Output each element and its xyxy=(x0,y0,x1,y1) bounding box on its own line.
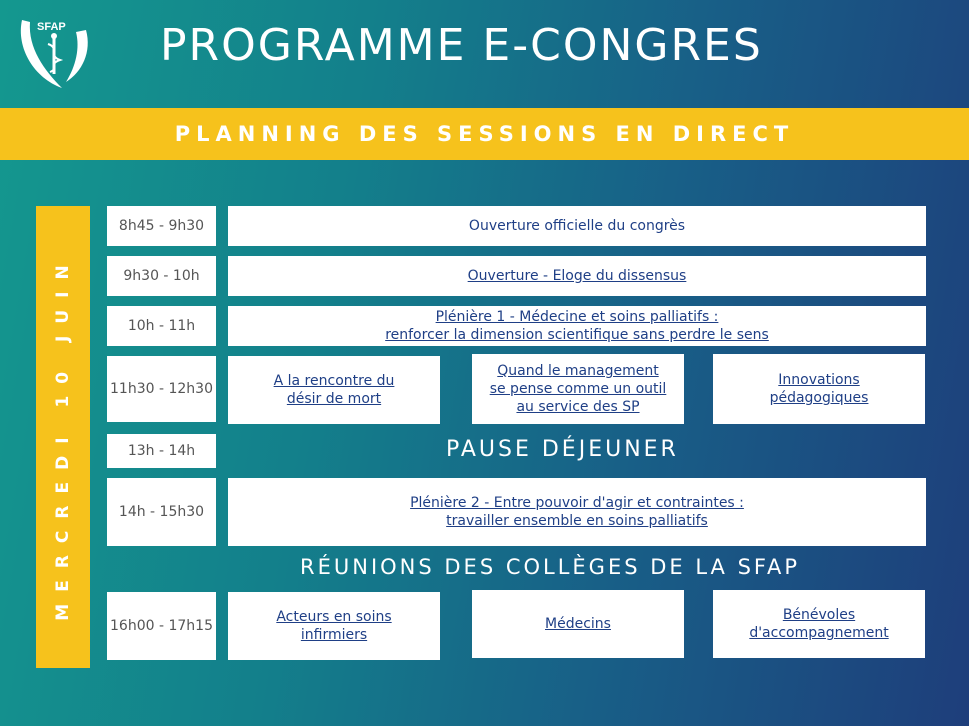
time-slot-2: 9h30 - 10h xyxy=(107,256,216,296)
session-pleniere-2[interactable] xyxy=(228,478,926,546)
logo-text: SFAP xyxy=(37,21,66,33)
time-slot-6: 14h - 15h30 xyxy=(107,478,216,546)
college-infirmiers[interactable] xyxy=(228,592,440,660)
day-band xyxy=(36,206,90,668)
desir-de-mort-line1[interactable]: A la rencontre du xyxy=(273,373,395,389)
session-opening-dissensus-link[interactable]: Ouverture - Eloge du dissensus xyxy=(467,268,687,284)
benevoles-line1[interactable]: Bénévoles xyxy=(782,607,856,623)
colleges-heading: RÉUNIONS DES COLLÈGES DE LA SFAP xyxy=(300,555,801,579)
pause-dejeuner: PAUSE DÉJEUNER xyxy=(446,437,679,462)
college-benevoles[interactable] xyxy=(713,590,925,658)
desir-de-mort-line2[interactable]: désir de mort xyxy=(286,391,382,407)
management-line2[interactable]: se pense comme un outil xyxy=(489,381,667,397)
management-line1[interactable]: Quand le management xyxy=(497,363,659,379)
session-opening-official xyxy=(228,206,926,246)
time-slot-5: 13h - 14h xyxy=(107,434,216,468)
pleniere-1-line1[interactable]: Plénière 1 - Médecine et soins palliatifs : xyxy=(435,309,719,325)
time-slot-7: 16h00 - 17h15 xyxy=(107,592,216,660)
page-title: PROGRAMME E-CONGRES xyxy=(160,20,763,71)
sfap-logo xyxy=(14,8,92,90)
college-medecins[interactable] xyxy=(472,590,684,658)
pleniere-2-line1[interactable]: Plénière 2 - Entre pouvoir d'agir et contraintes : xyxy=(410,495,744,511)
management-line3[interactable]: au service des SP xyxy=(516,399,640,415)
benevoles-line2[interactable]: d'accompagnement xyxy=(749,625,889,641)
medecins-link[interactable]: Médecins xyxy=(545,616,611,632)
session-desir-de-mort[interactable] xyxy=(228,356,440,424)
pleniere-1-line2[interactable]: renforcer la dimension scientifique sans perdre le sens xyxy=(385,327,769,343)
infirmiers-line2[interactable]: infirmiers xyxy=(300,627,368,643)
pleniere-2-line2[interactable]: travailler ensemble en soins palliatifs xyxy=(446,513,708,529)
session-opening-official-label: Ouverture officielle du congrès xyxy=(468,218,686,234)
session-management[interactable] xyxy=(472,354,684,424)
session-innovations[interactable] xyxy=(713,354,925,424)
infirmiers-line1[interactable]: Acteurs en soins xyxy=(276,609,392,625)
time-slot-3: 10h - 11h xyxy=(107,306,216,346)
innovations-line2[interactable]: pédagogiques xyxy=(769,390,869,406)
day-label: MERCREDI 10 JUIN xyxy=(53,253,73,621)
time-slot-4: 11h30 - 12h30 xyxy=(107,356,216,422)
session-pleniere-1[interactable] xyxy=(228,306,926,346)
innovations-line1[interactable]: Innovations xyxy=(778,372,860,388)
time-slot-1: 8h45 - 9h30 xyxy=(107,206,216,246)
banner xyxy=(0,108,969,160)
session-opening-dissensus[interactable] xyxy=(228,256,926,296)
banner-text: PLANNING DES SESSIONS EN DIRECT xyxy=(174,122,795,146)
